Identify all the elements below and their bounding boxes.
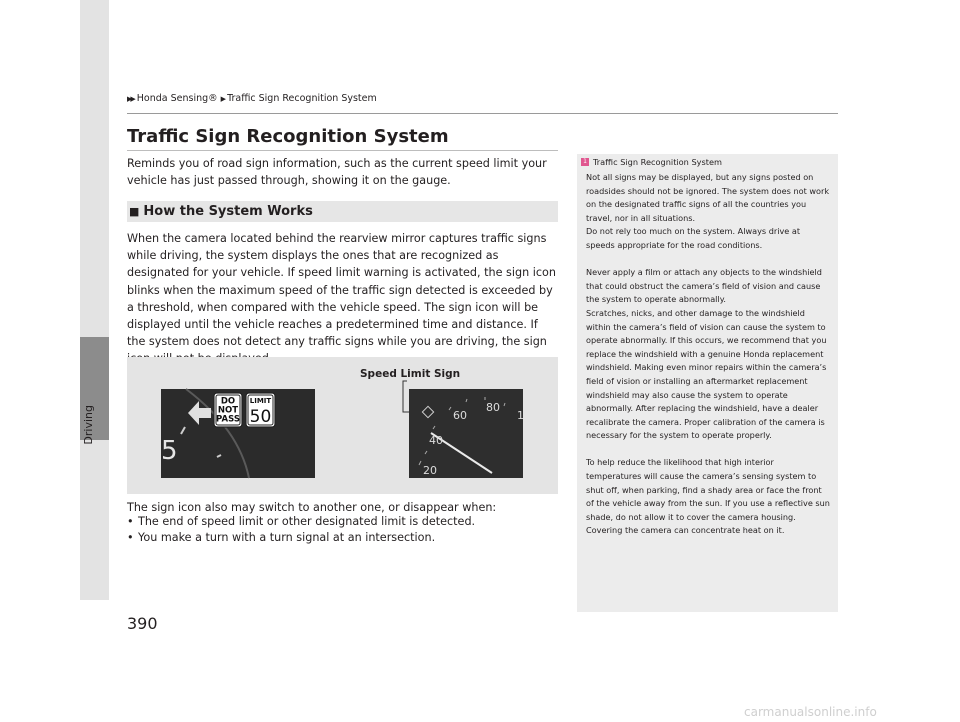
gauge-tick-label: 20 [423, 464, 437, 477]
watermark: carmanualsonline.info [744, 705, 877, 719]
header-divider [127, 113, 838, 114]
section-heading-text: How the System Works [143, 204, 313, 219]
gauge-tick-label: 60 [453, 409, 467, 422]
section-heading [127, 201, 558, 222]
gauge-tick-label: 40 [429, 434, 443, 447]
gauge-tick-label: 80 [486, 401, 500, 414]
breadcrumb-arrow-icon: ▶▶ [127, 94, 134, 103]
note-title: Traffic Sign Recognition System [593, 157, 723, 167]
intro-paragraph: Reminds you of road sign information, such as the current speed limit your vehicle has just passed through, showing it on the gauge. [127, 157, 547, 188]
no-pass-sign-line: DO [220, 396, 236, 407]
section-body: When the camera located behind the rearview mirror captures traffic signs while driving, the system displays the ones that are recognized as designated for your vehicle. If speed limit warning is activated, the sign icon blinks when the maximum speed of the traffic sign detected is exceeded by a threshold, when compared with the vehicle speed. The sign icon will be displayed until the vehicle reaches a predetermined time and distance. If the system does not detect any traffic signs while you are driving, the sign [127, 232, 556, 349]
breadcrumb-item[interactable]: Traffic Sign Recognition System [227, 93, 377, 104]
bullet-list [127, 514, 558, 546]
speed-limit-sign-callout: Speed Limit Sign [360, 368, 461, 380]
side-tab-upper [80, 0, 109, 337]
side-tab-lower [80, 440, 109, 600]
note-header [581, 157, 722, 167]
note-sidebar [577, 154, 838, 612]
gauge-digit: 5 [161, 436, 178, 466]
speedometer-dial-icon [409, 389, 523, 478]
side-tab-label: Driving [82, 405, 95, 445]
breadcrumb-arrow-icon: ▶ [220, 94, 225, 103]
page-number: 390 [127, 614, 158, 633]
no-pass-sign-line: NOT [217, 405, 239, 416]
speedometer-arc-icon [161, 389, 315, 478]
title-divider [127, 150, 558, 151]
note-reference-badge: 1 [581, 158, 589, 166]
list-item: • You make a turn with a turn signal at an intersection. [127, 530, 558, 546]
limit-sign-value: 50 [249, 407, 272, 427]
gauge-tick-label: 1 [517, 409, 524, 422]
note-body: Not all signs may be displayed, but any signs posted on roadsides should not be ignored. The system does not work on the designated traffic signs of all the countries you travel, nor in all situations. Do not rely too much on the system. Always drive at speeds appropriate for the road conditions. Never apply a film or attach any objects to the windshield that could obstruct the camera’s field of vision and cause the system to operate abnormally. Scratches, nicks, and other damage to the windshield within the camera’s field of vision can cause the system to operate abnormally. If this occurs, we recommend that you replace the windshield with a genuine Honda replacement windshield. Making even minor repairs within the camera’s field of vision or installing an aftermarket replacement windshield may also cause the system to operate abnormally. After replacing the windshield, have a dealer recalibrate the camera. Proper calibration of the camera is necessary for the system to operate properly. To help reduce the likelihood that high interior temperatures will cause the camera’s sensing system to shut off, when parking, find a shady area or face the front of the vehicle away from the sun. If you use a reflective sun shade, do not allow it to cover the camera housing. Covering the camera can concentrate heat on it. [586, 172, 830, 536]
gauge-illustration [127, 357, 558, 494]
switch-intro-paragraph: The sign icon also may switch to another one, or disappear when: [127, 501, 497, 514]
meter-display-right [409, 389, 523, 478]
breadcrumb-item[interactable]: Honda Sensing® [136, 93, 218, 104]
no-pass-sign-line: PASS [216, 414, 240, 425]
square-bullet-icon: ■ [129, 205, 140, 218]
left-arrow-icon [188, 401, 211, 425]
limit-sign-label: LIMIT [249, 397, 272, 405]
breadcrumb [127, 93, 377, 104]
page-title: Traffic Sign Recognition System [127, 126, 449, 147]
meter-display-left [161, 389, 315, 478]
list-item: • The end of speed limit or other designated limit is detected. [127, 514, 558, 530]
